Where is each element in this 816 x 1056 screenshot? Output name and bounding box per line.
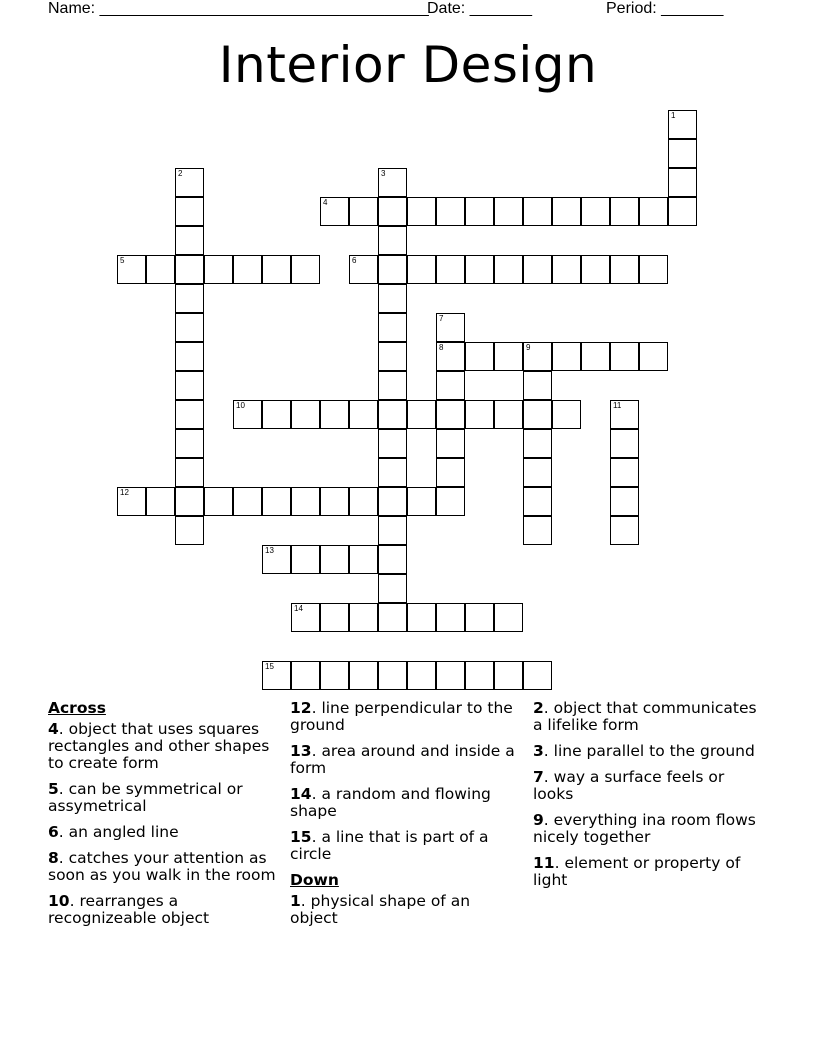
clue-item: 4. object that uses squares rectangles and other shapes to create form: [48, 720, 270, 772]
crossword-cell[interactable]: [494, 661, 523, 690]
crossword-cell[interactable]: [523, 400, 552, 429]
clue-item: 14. a random and flowing shape: [290, 785, 491, 820]
clue-item: 13. area around and inside a form: [290, 742, 515, 777]
name-field-label: Name: _____________________________________: [48, 0, 429, 17]
clue-item-number: 15: [290, 828, 312, 846]
clue-item: 6. an angled line: [48, 823, 179, 841]
clue-item-text: line parallel to the ground: [553, 742, 755, 760]
crossword-cell[interactable]: [581, 197, 610, 226]
crossword-cell[interactable]: [146, 487, 175, 516]
crossword-cell[interactable]: [494, 342, 523, 371]
crossword-cell[interactable]: [349, 487, 378, 516]
crossword-cell[interactable]: [175, 255, 204, 284]
crossword-cell[interactable]: [668, 139, 697, 168]
clue-item-text: object that communicates a lifelike form: [533, 699, 757, 734]
crossword-cell[interactable]: [378, 226, 407, 255]
crossword-cell[interactable]: [175, 400, 204, 429]
crossword-cell[interactable]: [581, 342, 610, 371]
clue-number: 4: [323, 198, 328, 207]
crossword-cell[interactable]: [175, 487, 204, 516]
crossword-cell[interactable]: [639, 255, 668, 284]
clue-number: 2: [178, 169, 183, 178]
crossword-cell[interactable]: [349, 255, 378, 284]
crossword-cell[interactable]: [407, 255, 436, 284]
clue-number: 9: [526, 343, 531, 352]
clue-item: 8. catches your attention as soon as you walk in the room: [48, 849, 276, 884]
crossword-cell[interactable]: [117, 255, 146, 284]
clues-column-1: [48, 700, 284, 936]
clue-item: 15. a line that is part of a circle: [290, 828, 489, 863]
crossword-cell[interactable]: [378, 516, 407, 545]
clue-number: 13: [265, 546, 274, 555]
crossword-cell[interactable]: [436, 313, 465, 342]
crossword-cell[interactable]: [407, 197, 436, 226]
clue-item-text: element or property of light: [533, 854, 741, 889]
crossword-cell[interactable]: [349, 400, 378, 429]
clue-item-number: 9: [533, 811, 544, 829]
crossword-cell[interactable]: [349, 603, 378, 632]
clue-number: 15: [265, 662, 274, 671]
clue-item-number: 14: [290, 785, 312, 803]
crossword-cell[interactable]: [523, 429, 552, 458]
crossword-cell[interactable]: [523, 516, 552, 545]
crossword-cell[interactable]: [610, 400, 639, 429]
clue-number: 6: [352, 256, 357, 265]
crossword-cell[interactable]: [378, 284, 407, 313]
crossword-cell[interactable]: [378, 400, 407, 429]
crossword-cell[interactable]: [639, 342, 668, 371]
crossword-cell[interactable]: [349, 545, 378, 574]
crossword-cell[interactable]: [494, 255, 523, 284]
crossword-cell[interactable]: [320, 400, 349, 429]
crossword-cell[interactable]: [291, 255, 320, 284]
crossword-cell[interactable]: [320, 197, 349, 226]
clue-item-number: 13: [290, 742, 312, 760]
crossword-cell[interactable]: [175, 313, 204, 342]
crossword-cell[interactable]: [378, 603, 407, 632]
crossword-cell[interactable]: [436, 661, 465, 690]
crossword-cell[interactable]: [378, 458, 407, 487]
clue-item: 9. everything ina room flows nicely together: [533, 811, 756, 846]
clue-item-text: way a surface feels or looks: [533, 768, 725, 803]
clue-number: 7: [439, 314, 444, 323]
crossword-cell[interactable]: [291, 545, 320, 574]
crossword-cell[interactable]: [436, 458, 465, 487]
crossword-cell[interactable]: [668, 168, 697, 197]
crossword-cell[interactable]: [175, 371, 204, 400]
crossword-cell[interactable]: [378, 342, 407, 371]
clue-item: 5. can be symmetrical or assymetrical: [48, 780, 243, 815]
crossword-cell[interactable]: [378, 545, 407, 574]
clue-item-text: a random and flowing shape: [290, 785, 491, 820]
crossword-cell[interactable]: [436, 487, 465, 516]
crossword-cell[interactable]: [610, 487, 639, 516]
crossword-cell[interactable]: [320, 545, 349, 574]
crossword-cell[interactable]: [349, 661, 378, 690]
crossword-cell[interactable]: [610, 429, 639, 458]
clue-item-number: 7: [533, 768, 544, 786]
crossword-cell[interactable]: [378, 429, 407, 458]
crossword-cell[interactable]: [320, 661, 349, 690]
crossword-cell[interactable]: [378, 371, 407, 400]
clue-section-heading: Across: [48, 699, 106, 717]
crossword-cell[interactable]: [175, 516, 204, 545]
clue-item-text: line perpendicular to the ground: [290, 699, 513, 734]
clue-item-number: 6: [48, 823, 59, 841]
crossword-cell[interactable]: [262, 487, 291, 516]
clue-item-number: 8: [48, 849, 59, 867]
crossword-cell[interactable]: [378, 168, 407, 197]
clue-item-text: everything ina room flows nicely together: [533, 811, 756, 846]
clue-item-number: 2: [533, 699, 544, 717]
crossword-cell[interactable]: [523, 661, 552, 690]
crossword-cell[interactable]: [320, 603, 349, 632]
crossword-cell[interactable]: [465, 342, 494, 371]
clue-item-number: 12: [290, 699, 312, 717]
crossword-cell[interactable]: [465, 197, 494, 226]
crossword-cell[interactable]: [233, 255, 262, 284]
crossword-cell[interactable]: [581, 255, 610, 284]
crossword-cell[interactable]: [668, 197, 697, 226]
crossword-cell[interactable]: [552, 255, 581, 284]
crossword-cell[interactable]: [668, 110, 697, 139]
crossword-cell[interactable]: [378, 255, 407, 284]
crossword-cell[interactable]: [175, 168, 204, 197]
crossword-cell[interactable]: [233, 487, 262, 516]
clue-item-number: 5: [48, 780, 59, 798]
clue-item-number: 3: [533, 742, 544, 760]
crossword-cell[interactable]: [610, 516, 639, 545]
clue-number: 5: [120, 256, 125, 265]
crossword-cell[interactable]: [291, 400, 320, 429]
crossword-cell[interactable]: [610, 255, 639, 284]
crossword-cell[interactable]: [610, 197, 639, 226]
crossword-cell[interactable]: [204, 487, 233, 516]
clue-section-heading: Down: [290, 871, 339, 889]
period-field-label: Period: _______: [606, 0, 724, 17]
crossword-cell[interactable]: [436, 400, 465, 429]
clue-number: 10: [236, 401, 245, 410]
crossword-cell[interactable]: [610, 458, 639, 487]
crossword-cell[interactable]: [523, 342, 552, 371]
crossword-cell[interactable]: [407, 400, 436, 429]
crossword-cell[interactable]: [407, 487, 436, 516]
crossword-cell[interactable]: [552, 197, 581, 226]
crossword-cell[interactable]: [465, 661, 494, 690]
crossword-cell[interactable]: [494, 197, 523, 226]
crossword-cell[interactable]: [523, 197, 552, 226]
crossword-cell[interactable]: [494, 400, 523, 429]
clue-number: 12: [120, 488, 129, 497]
clue-item-text: an angled line: [68, 823, 179, 841]
clue-item: 1. physical shape of an object: [290, 892, 471, 927]
crossword-cell[interactable]: [175, 197, 204, 226]
crossword-cell[interactable]: [175, 284, 204, 313]
crossword-cell[interactable]: [320, 487, 349, 516]
crossword-cell[interactable]: [436, 197, 465, 226]
crossword-cell[interactable]: [378, 574, 407, 603]
crossword-cell[interactable]: [233, 400, 262, 429]
crossword-cell[interactable]: [262, 661, 291, 690]
crossword-cell[interactable]: [523, 371, 552, 400]
clue-item-number: 11: [533, 854, 555, 872]
crossword-cell[interactable]: [552, 400, 581, 429]
clue-item: 10. rearranges a recognizeable object: [48, 892, 210, 927]
clue-item-text: catches your attention as soon as you walk in the room: [48, 849, 276, 884]
crossword-cell[interactable]: [436, 342, 465, 371]
clue-number: 8: [439, 343, 444, 352]
crossword-cell[interactable]: [465, 603, 494, 632]
crossword-cell[interactable]: [494, 603, 523, 632]
clue-item-text: rearranges a recognizeable object: [48, 892, 210, 927]
crossword-cell[interactable]: [465, 400, 494, 429]
clue-item: 12. line perpendicular to the ground: [290, 699, 513, 734]
clue-number: 1: [671, 111, 676, 120]
clue-item: 7. way a surface feels or looks: [533, 768, 725, 803]
clue-item-text: a line that is part of a circle: [290, 828, 489, 863]
crossword-cell[interactable]: [378, 313, 407, 342]
clues-column-2: [290, 700, 522, 936]
crossword-cell[interactable]: [291, 661, 320, 690]
crossword-cell[interactable]: [436, 371, 465, 400]
clue-item-text: area around and inside a form: [290, 742, 515, 777]
clue-item-number: 1: [290, 892, 301, 910]
crossword-cell[interactable]: [175, 226, 204, 255]
clue-number: 11: [613, 401, 622, 410]
crossword-cell[interactable]: [465, 255, 494, 284]
crossword-cell[interactable]: [175, 429, 204, 458]
clue-item-number: 4: [48, 720, 59, 738]
crossword-cell[interactable]: [175, 458, 204, 487]
clue-number: 3: [381, 169, 386, 178]
crossword-cell[interactable]: [378, 487, 407, 516]
crossword-cell[interactable]: [117, 487, 146, 516]
clue-item-text: physical shape of an object: [290, 892, 471, 927]
page-title: Interior Design: [218, 36, 598, 94]
date-field-label: Date: _______: [427, 0, 532, 17]
clue-item: 2. object that communicates a lifelike form: [533, 699, 757, 734]
clues-column-3: [533, 700, 769, 898]
clue-item-text: can be symmetrical or assymetrical: [48, 780, 243, 815]
clue-item: 11. element or property of light: [533, 854, 741, 889]
crossword-cell[interactable]: [552, 342, 581, 371]
crossword-cell[interactable]: [262, 255, 291, 284]
crossword-cell[interactable]: [436, 255, 465, 284]
crossword-cell[interactable]: [436, 603, 465, 632]
crossword-cell[interactable]: [291, 487, 320, 516]
crossword-cell[interactable]: [407, 661, 436, 690]
crossword-cell[interactable]: [262, 400, 291, 429]
crossword-cell[interactable]: [523, 487, 552, 516]
crossword-cell[interactable]: [639, 197, 668, 226]
crossword-cell[interactable]: [349, 197, 378, 226]
crossword-cell[interactable]: [204, 255, 233, 284]
crossword-cell[interactable]: [175, 342, 204, 371]
crossword-cell[interactable]: [523, 458, 552, 487]
crossword-cell[interactable]: [378, 197, 407, 226]
clue-item-text: object that uses squares rectangles and other shapes to create form: [48, 720, 270, 772]
clue-number: 14: [294, 604, 303, 613]
crossword-cell[interactable]: [610, 342, 639, 371]
clue-item: 3. line parallel to the ground: [533, 742, 755, 760]
crossword-cell[interactable]: [436, 429, 465, 458]
crossword-cell[interactable]: [146, 255, 175, 284]
crossword-cell[interactable]: [262, 545, 291, 574]
crossword-cell[interactable]: [407, 603, 436, 632]
crossword-cell[interactable]: [523, 255, 552, 284]
clue-item-number: 10: [48, 892, 70, 910]
crossword-cell[interactable]: [378, 661, 407, 690]
crossword-cell[interactable]: [291, 603, 320, 632]
